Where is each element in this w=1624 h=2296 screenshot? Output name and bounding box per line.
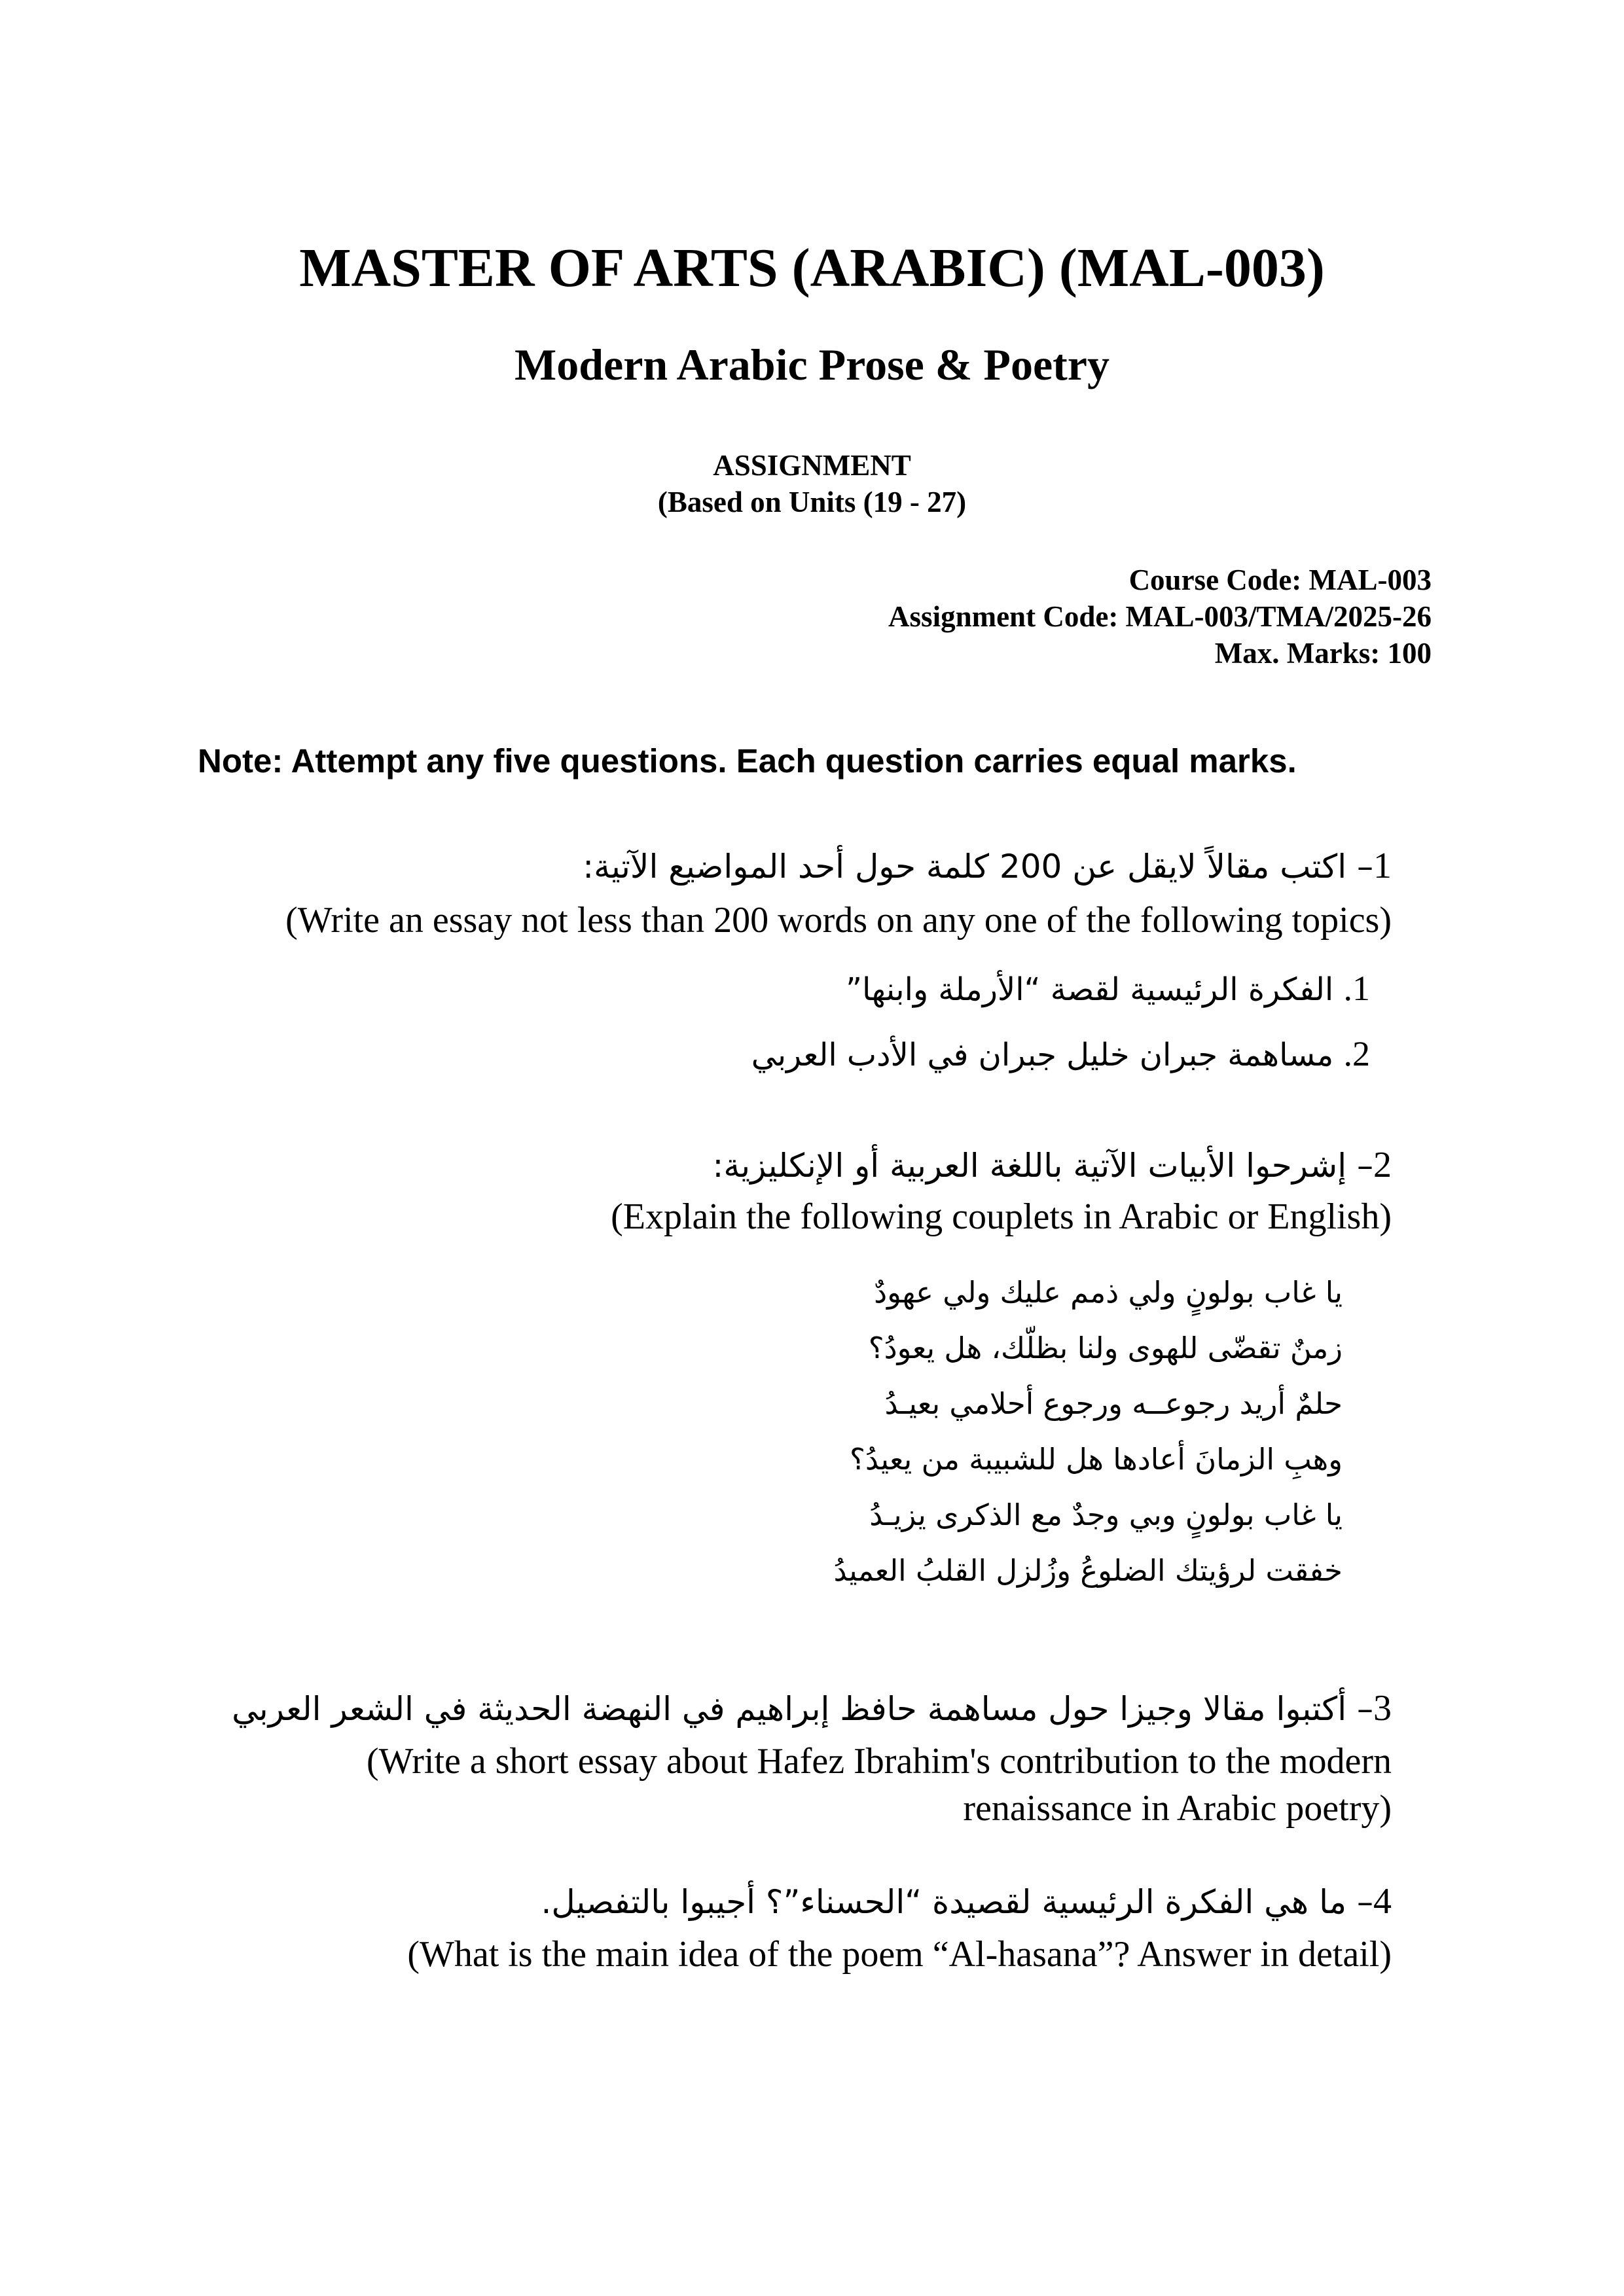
topic-2-number: 2.	[1343, 1034, 1370, 1073]
question-4-number: 4	[1373, 1881, 1392, 1922]
question-4-arabic-text: ما هي الفكرة الرئيسية لقصيدة “الحسناء”؟ أجيبوا بالتفصيل.	[541, 1883, 1347, 1921]
question-2-arabic-text: إشرحوا الأبيات الآتية باللغة العربية أو الإنكليزية:	[712, 1147, 1347, 1185]
question-3-arabic: 3– أكتبوا مقالا وجيزا حول مساهمة حافظ إبراهيم في النهضة الحديثة في الشعر العربي	[232, 1688, 1392, 1729]
document-title: MASTER OF ARTS (ARABIC) (MAL-003)	[299, 238, 1325, 298]
question-4-english: (What is the main idea of the poem “Al-hasana”? Answer in detail)	[407, 1934, 1392, 1975]
verse-line: حلمٌ أريد رجوعــه ورجوع أحلامي بعيـدُ	[884, 1386, 1343, 1421]
max-marks: Max. Marks: 100	[1214, 637, 1432, 670]
question-4-arabic: 4– ما هي الفكرة الرئيسية لقصيدة “الحسناء”؟ أجيبوا بالتفصيل.	[541, 1881, 1392, 1922]
verse-line: وهبِ الزمانَ أعادها هل للشبيبة من يعيدُ؟	[849, 1442, 1343, 1477]
topic-2-text: مساهمة جبران خليل جبران في الأدب العربي	[751, 1037, 1334, 1073]
question-2-arabic: 2– إشرحوا الأبيات الآتية باللغة العربية أو الإنكليزية:	[712, 1145, 1392, 1185]
verse-line: خفقت لرؤيتك الضلوعُ وزُلزل القلبُ العميدُ	[833, 1553, 1343, 1588]
question-2-english: (Explain the following couplets in Arabic or English)	[611, 1196, 1392, 1237]
topic-1-text: الفكرة الرئيسية لقصة “الأرملة وابنها”	[846, 971, 1334, 1008]
question-1-topic-2	[751, 1028, 1370, 1081]
question-1-number: 1	[1373, 846, 1392, 886]
question-3-english-line-2: renaissance in Arabic poetry)	[963, 1788, 1392, 1829]
question-1-topic-1	[846, 962, 1370, 1016]
document-subtitle: Modern Arabic Prose & Poetry	[514, 340, 1110, 389]
verse-line: يا غاب بولونٍ ولي ذمم عليك ولي عهودٌ	[874, 1275, 1343, 1310]
topic-1-number: 1.	[1343, 969, 1370, 1008]
course-code: Course Code: MAL-003	[1128, 564, 1432, 596]
assignment-code: Assignment Code: MAL-003/TMA/2025-26	[888, 600, 1432, 633]
assignment-heading: ASSIGNMENT	[713, 449, 911, 482]
verse-line: زمنٌ تقضّى للهوى ولنا بظلّك، هل يعودُ؟	[868, 1331, 1343, 1365]
question-1-english: (Write an essay not less than 200 words on any one of the following topics)	[285, 900, 1392, 941]
units-range: (Based on Units (19 - 27)	[657, 486, 967, 518]
question-3-number: 3	[1373, 1688, 1392, 1729]
instructions-note: Note: Attempt any five questions. Each question carries equal marks.	[198, 742, 1297, 780]
question-3-arabic-text: أكتبوا مقالا وجيزا حول مساهمة حافظ إبراهيم في النهضة الحديثة في الشعر العربي	[232, 1690, 1347, 1728]
question-1-arabic-text: اكتب مقالاً لايقل عن 200 كلمة حول أحد المواضيع الآتية:	[583, 848, 1347, 886]
question-1-arabic: 1– اكتب مقالاً لايقل عن 200 كلمة حول أحد المواضيع الآتية:	[583, 846, 1392, 886]
question-3-english-line-1: (Write a short essay about Hafez Ibrahim's contribution to the modern	[366, 1741, 1392, 1782]
question-2-number: 2	[1373, 1145, 1392, 1185]
verse-line: يا غاب بولونٍ وبي وجدٌ مع الذكرى يزيـدُ	[869, 1498, 1343, 1532]
